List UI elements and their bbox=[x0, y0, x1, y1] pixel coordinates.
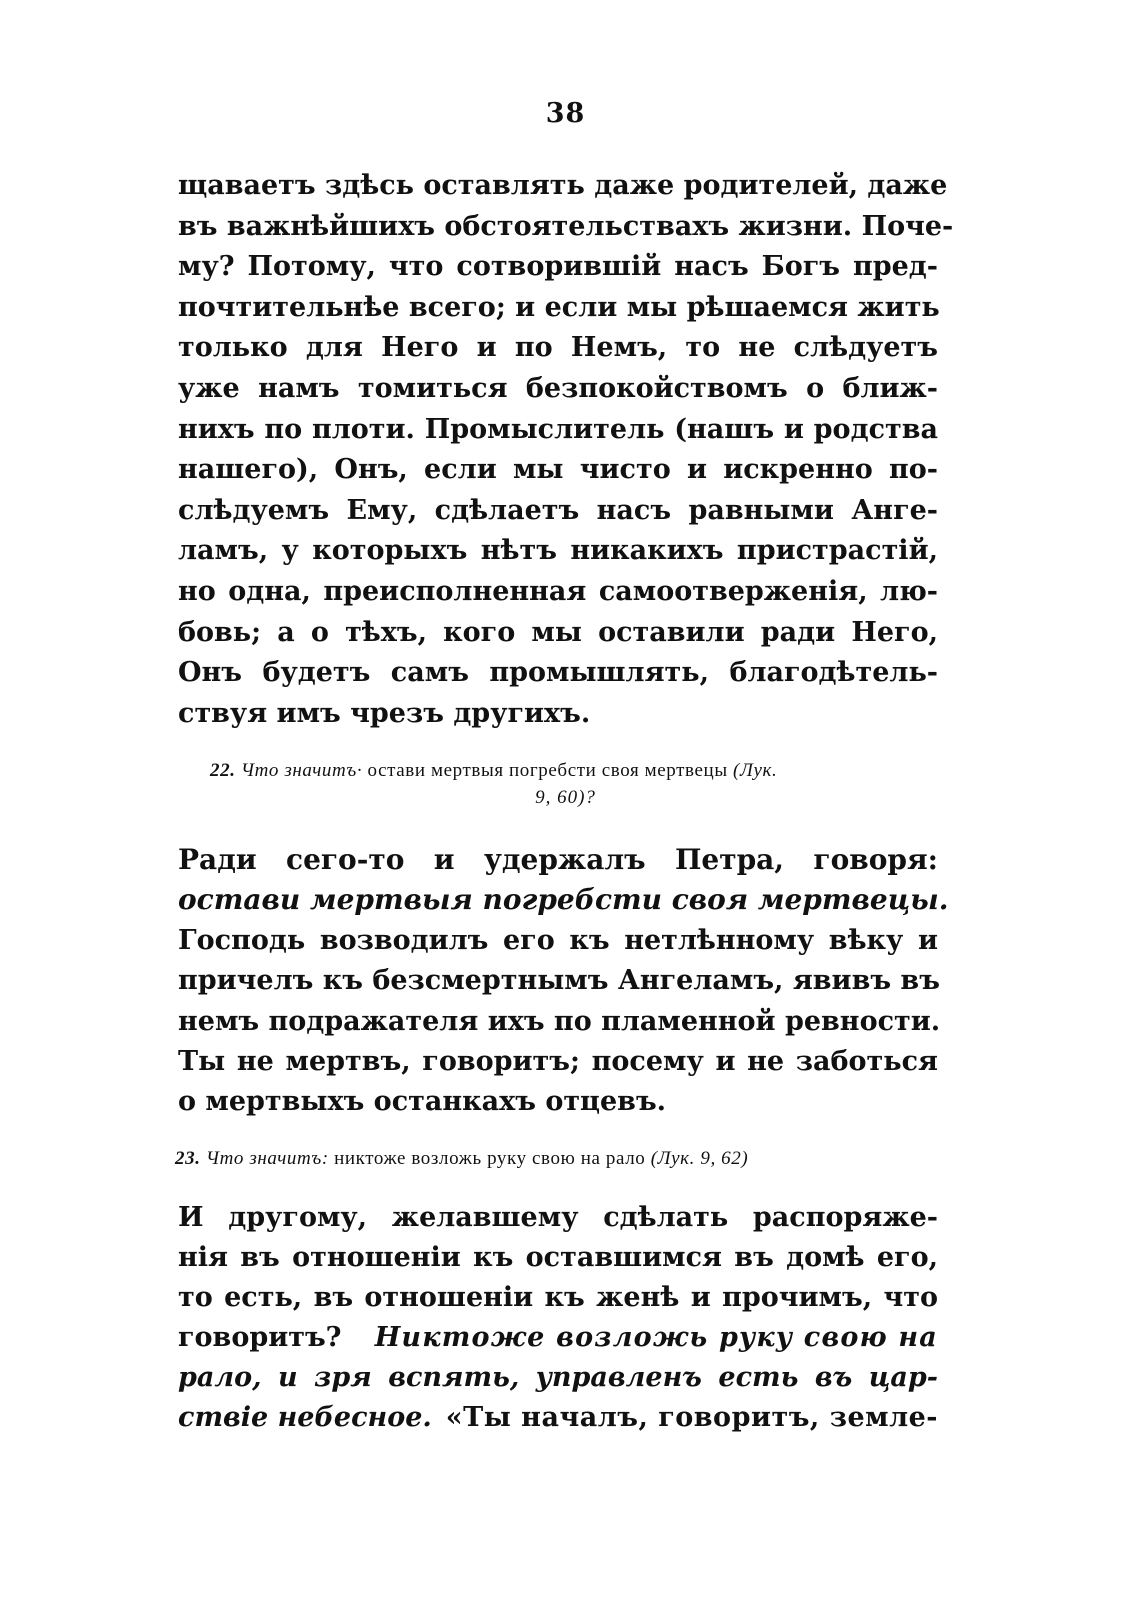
paragraph-2-line-1 bbox=[178, 840, 938, 880]
paragraph-3-line-5-quote: рало, и зря вспять, управленъ есть въ цар- bbox=[178, 1362, 938, 1393]
paragraph-3-line-2-text: нія въ отношеніи къ оставшимся въ домѣ его, bbox=[178, 1242, 938, 1273]
section1-line bbox=[178, 166, 948, 206]
paragraph-3-line-4-quote: Никтоже возложь руку свою на bbox=[374, 1322, 938, 1353]
section1-line bbox=[178, 531, 938, 571]
question-23-ref: (Лук. 9, 62) bbox=[650, 1148, 749, 1169]
question-22-label: Что значитъ· bbox=[240, 760, 363, 781]
section1-line bbox=[178, 694, 938, 734]
section1-line-text: слѣдуемъ Ему, сдѣлаетъ насъ равными Анге- bbox=[178, 494, 938, 526]
section2-line-text: Ты не мертвъ, говоритъ; посему и не заботься bbox=[178, 1045, 938, 1077]
section1-line-text: Онъ будетъ самъ промышлять, благодѣтель- bbox=[178, 657, 938, 689]
question-22-ref-continuation: 9, 60)? bbox=[535, 787, 596, 808]
paragraph-3-line-3 bbox=[178, 1278, 938, 1318]
section1-line-text: нихъ по плоти. Промыслитель (нашъ и родства bbox=[178, 413, 938, 445]
section1-line-text: ламъ, у которыхъ нѣтъ никакихъ пристрастій, bbox=[178, 535, 938, 567]
paragraph-3-line-2 bbox=[178, 1238, 938, 1278]
section1-line-text: бовь; а о тѣхъ, кого мы оставили ради Него, bbox=[178, 616, 938, 648]
section1-line-text: въ важнѣйшихъ обстоятельствахъ жизни. Поче- bbox=[178, 210, 954, 242]
paragraph-3-line-1-text: И другому, желавшему сдѣлать распоряже- bbox=[178, 1202, 938, 1233]
section2-line bbox=[178, 921, 938, 961]
section1-line bbox=[178, 207, 954, 247]
paragraph-3-line-3-text: то есть, въ отношеніи къ женѣ и прочимъ, что bbox=[178, 1282, 938, 1313]
question-22-ref: (Лук. bbox=[733, 760, 778, 781]
section1-line-text: щаваетъ здѣсь оставлять даже родителей, даже bbox=[178, 170, 948, 201]
paragraph-3-line-6-plain: «Ты началъ, говоритъ, земле- bbox=[445, 1402, 938, 1433]
section2-line-text: о мертвыхъ останкахъ отцевъ. bbox=[178, 1086, 667, 1118]
paragraph-3-line-4-plain: говоритъ? bbox=[178, 1322, 342, 1353]
question-23-heading bbox=[175, 1146, 935, 1172]
section1-line bbox=[178, 328, 938, 368]
section1-line-text: ствуя имъ чрезъ другихъ. bbox=[178, 697, 591, 729]
question-22-heading bbox=[210, 758, 940, 784]
section1-line bbox=[178, 653, 938, 693]
section1-line bbox=[178, 613, 938, 653]
section1-line bbox=[178, 491, 938, 531]
section1-line bbox=[178, 450, 938, 490]
paragraph-3-line-6-quote: ствіе небесное. bbox=[178, 1402, 432, 1433]
section1-line bbox=[178, 572, 938, 612]
paragraph-3-line-4 bbox=[178, 1318, 938, 1358]
section2-line bbox=[178, 961, 938, 1001]
section2-line bbox=[178, 1082, 938, 1122]
section1-line-text: му? Потому, что сотворившій насъ Богъ пред- bbox=[178, 251, 938, 283]
paragraph-3-line-6 bbox=[178, 1398, 938, 1438]
page-number: 38 bbox=[545, 98, 586, 129]
section2-line-text: Господь возводилъ его къ нетлѣнному вѣку и bbox=[178, 925, 938, 956]
section1-line-text: только для Него и по Немъ, то не слѣдуетъ bbox=[178, 332, 938, 364]
question-23-number: 23. bbox=[175, 1148, 201, 1169]
paragraph-2-quote: остави мертвыя погребсти своя мертвецы. bbox=[178, 883, 949, 916]
paragraph-3-line-5 bbox=[178, 1358, 938, 1398]
paragraph-2-line-1-text: Ради сего-то и удержалъ Петра, говоря: bbox=[178, 843, 938, 876]
question-23-label: Что значитъ: bbox=[205, 1148, 329, 1169]
section1-line-text: уже намъ томиться безпокойствомъ о ближ- bbox=[178, 373, 938, 404]
section1-line bbox=[178, 288, 938, 328]
section1-line bbox=[178, 369, 938, 409]
paragraph-3-line-1 bbox=[178, 1198, 938, 1238]
section2-line-text: причелъ къ безсмертнымъ Ангеламъ, явивъ въ bbox=[178, 965, 940, 997]
section1-line bbox=[178, 247, 938, 287]
question-22-quote: остави мертвыя погребсти своя мертвецы bbox=[367, 760, 728, 781]
section1-line bbox=[178, 410, 938, 450]
section1-line-text: нашего), Онъ, если мы чисто и искренно по- bbox=[178, 454, 938, 486]
paragraph-2-line-2 bbox=[178, 880, 949, 920]
section1-line-text: но одна, преисполненная самоотверженія, лю- bbox=[178, 576, 938, 607]
section1-line-text: почтительнѣе всего; и если мы рѣшаемся жить bbox=[178, 291, 940, 323]
question-22-number: 22. bbox=[210, 760, 236, 781]
section2-line bbox=[178, 1042, 938, 1082]
question-23-quote: никтоже возложь руку свою на рало bbox=[334, 1148, 646, 1169]
section2-line-text: немъ подражателя ихъ по пламенной ревности. bbox=[178, 1005, 941, 1037]
section2-line bbox=[178, 1002, 941, 1042]
